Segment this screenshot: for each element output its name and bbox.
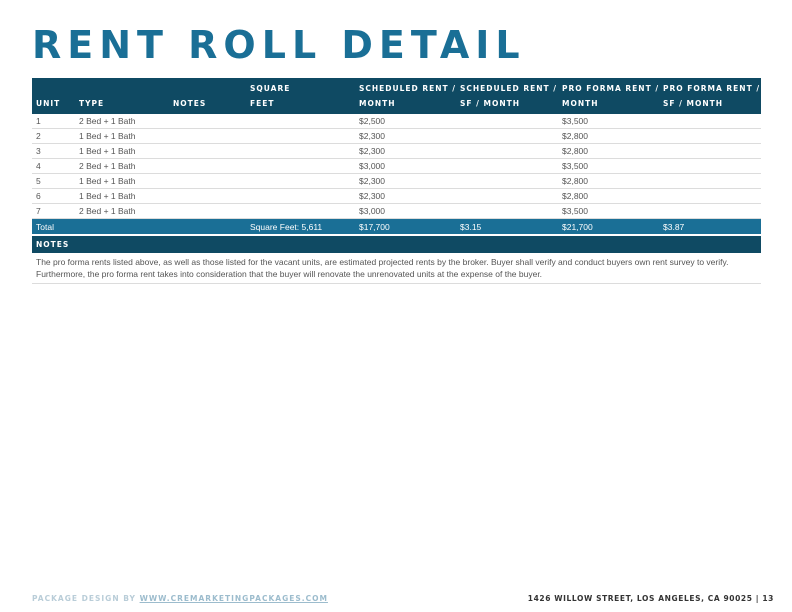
table-row <box>32 129 761 144</box>
table-cell: $2,800 <box>558 174 659 189</box>
page-title: RENT ROLL DETAIL <box>32 23 526 67</box>
header-cell <box>75 78 169 96</box>
table-cell: $3,000 <box>355 204 456 219</box>
table-row <box>32 189 761 204</box>
table-cell: 2 Bed + 1 Bath <box>75 114 169 129</box>
table-cell: 2 <box>32 129 75 144</box>
table-cell: 1 Bed + 1 Bath <box>75 129 169 144</box>
table-cell <box>456 159 558 174</box>
header-cell: UNIT <box>32 96 75 114</box>
table-cell <box>169 174 246 189</box>
footer-credit-label: PACKAGE DESIGN BY <box>32 594 140 603</box>
table-row <box>32 204 761 219</box>
table-cell <box>246 144 355 159</box>
table-cell: 1 Bed + 1 Bath <box>75 189 169 204</box>
table-cell <box>659 159 761 174</box>
footer-separator: | <box>755 594 760 603</box>
table-cell: $3,500 <box>558 204 659 219</box>
table-cell <box>456 204 558 219</box>
total-cell <box>75 219 169 235</box>
table-cell <box>246 189 355 204</box>
total-cell: Total <box>32 219 75 235</box>
table-cell <box>659 174 761 189</box>
table-cell <box>456 189 558 204</box>
table-cell: $3,500 <box>558 114 659 129</box>
table-cell <box>456 129 558 144</box>
table-cell <box>246 159 355 174</box>
header-cell: SF / MONTH <box>456 96 558 114</box>
table-row <box>32 144 761 159</box>
header-cell: FEET <box>246 96 355 114</box>
table-cell <box>456 114 558 129</box>
footer-credit <box>32 594 328 603</box>
footer-address-block <box>528 594 774 603</box>
table-cell: $2,300 <box>355 189 456 204</box>
table-row <box>32 114 761 129</box>
notes-text: The pro forma rents listed above, as well as those listed for the vacant units, are estimated projected rents by the broker. Buyer shall verify and conduct buyers own rent survey to verify. Furthermore, the pro forma rent takes into consideration that the buyer will renovate the unrenovated units at the expense of the buyer. <box>32 256 761 284</box>
table-cell <box>246 114 355 129</box>
table-cell <box>246 204 355 219</box>
total-cell: $17,700 <box>355 219 456 235</box>
header-cell: NOTES <box>169 96 246 114</box>
table-cell <box>456 144 558 159</box>
table-row <box>32 174 761 189</box>
table-cell: 1 Bed + 1 Bath <box>75 174 169 189</box>
total-cell: $21,700 <box>558 219 659 235</box>
table-cell: 1 Bed + 1 Bath <box>75 144 169 159</box>
rent-roll-table <box>32 78 761 234</box>
table-cell <box>659 204 761 219</box>
table-cell: $2,300 <box>355 144 456 159</box>
header-cell: PRO FORMA RENT / <box>558 78 659 96</box>
table-cell: 1 <box>32 114 75 129</box>
notes-heading: NOTES <box>32 236 761 253</box>
table-cell <box>659 189 761 204</box>
table-cell <box>169 159 246 174</box>
table-cell: $2,300 <box>355 129 456 144</box>
table-cell <box>659 129 761 144</box>
header-cell: PRO FORMA RENT / <box>659 78 761 96</box>
table-cell: $2,800 <box>558 189 659 204</box>
table-row <box>32 159 761 174</box>
table-cell: 2 Bed + 1 Bath <box>75 204 169 219</box>
total-cell: $3.15 <box>456 219 558 235</box>
table-cell: $3,000 <box>355 159 456 174</box>
table-cell <box>246 129 355 144</box>
header-cell: SQUARE <box>246 78 355 96</box>
table-cell: $3,500 <box>558 159 659 174</box>
header-cell: SF / MONTH <box>659 96 761 114</box>
table-cell: $2,300 <box>355 174 456 189</box>
table-header-row-top <box>32 78 761 96</box>
table-header-row-bottom <box>32 96 761 114</box>
table-cell: $2,500 <box>355 114 456 129</box>
table-cell <box>456 174 558 189</box>
table-cell <box>169 204 246 219</box>
table-cell <box>169 114 246 129</box>
table-cell <box>169 189 246 204</box>
total-row <box>32 219 761 235</box>
header-cell: MONTH <box>355 96 456 114</box>
footer-address: 1426 WILLOW STREET, LOS ANGELES, CA 90025 <box>527 594 753 603</box>
table-cell <box>659 144 761 159</box>
table-cell <box>246 174 355 189</box>
table-cell: 5 <box>32 174 75 189</box>
header-cell: SCHEDULED RENT / <box>456 78 558 96</box>
total-cell: Square Feet: 5,611 <box>246 219 355 235</box>
header-cell: SCHEDULED RENT / <box>355 78 456 96</box>
page-number: 13 <box>762 594 774 603</box>
header-cell <box>32 78 75 96</box>
table-cell <box>169 144 246 159</box>
total-cell: $3.87 <box>659 219 761 235</box>
header-cell: TYPE <box>75 96 169 114</box>
table-cell: 4 <box>32 159 75 174</box>
total-cell <box>169 219 246 235</box>
table-cell <box>169 129 246 144</box>
table-cell <box>659 114 761 129</box>
header-cell <box>169 78 246 96</box>
footer-credit-link[interactable]: WWW.CREMARKETINGPACKAGES.COM <box>139 594 328 603</box>
table-cell: 6 <box>32 189 75 204</box>
table-cell: 3 <box>32 144 75 159</box>
table-cell: $2,800 <box>558 144 659 159</box>
table-cell: 7 <box>32 204 75 219</box>
header-cell: MONTH <box>558 96 659 114</box>
table-cell: 2 Bed + 1 Bath <box>75 159 169 174</box>
table-cell: $2,800 <box>558 129 659 144</box>
